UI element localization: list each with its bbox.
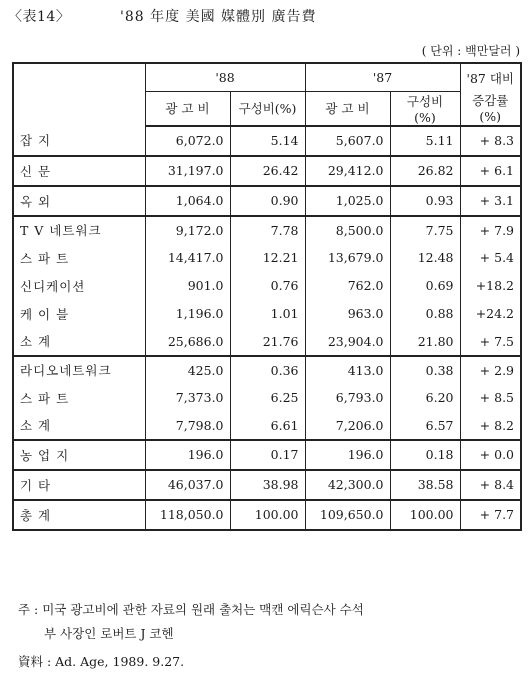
ad-cost-88: 9,172.0 — [145, 216, 230, 244]
ad-spend-table — [12, 62, 522, 531]
ad-cost-88: 7,798.0 — [145, 412, 230, 440]
ad-cost-87: 6,793.0 — [305, 384, 390, 412]
table-body — [13, 126, 521, 530]
table-row — [13, 500, 521, 530]
table-row — [13, 216, 521, 244]
row-label: 기 타 — [13, 470, 145, 500]
table-row — [13, 272, 521, 300]
ratio-87: 6.20 — [390, 384, 460, 412]
table-title: '88 年度 美國 媒體別 廣告費 — [120, 9, 317, 25]
ad-cost-87: 5,607.0 — [305, 126, 390, 156]
ad-cost-88: 425.0 — [145, 356, 230, 384]
ad-cost-87: 196.0 — [305, 440, 390, 470]
header-change: 증감률(%) — [460, 91, 521, 126]
row-label: 잡 지 — [13, 126, 145, 156]
header-year-87: '87 — [305, 63, 460, 91]
change-rate: + 7.9 — [460, 216, 521, 244]
ad-cost-87: 13,679.0 — [305, 244, 390, 272]
ad-cost-88: 1,196.0 — [145, 300, 230, 328]
change-rate: + 0.0 — [460, 440, 521, 470]
ratio-88: 7.78 — [230, 216, 305, 244]
table-row — [13, 328, 521, 356]
ad-cost-88: 14,417.0 — [145, 244, 230, 272]
ad-cost-88: 31,197.0 — [145, 156, 230, 186]
ratio-87: 5.11 — [390, 126, 460, 156]
table-row — [13, 186, 521, 216]
header-ad-cost-87: 광 고 비 — [305, 91, 390, 126]
header-change-top: '87 대비 — [460, 63, 521, 91]
change-rate: + 5.4 — [460, 244, 521, 272]
row-label: 총 계 — [13, 500, 145, 530]
ratio-88: 6.25 — [230, 384, 305, 412]
change-rate: + 8.3 — [460, 126, 521, 156]
row-label: 신 문 — [13, 156, 145, 186]
header-ad-cost-88: 광 고 비 — [145, 91, 230, 126]
header-ratio-87: 구성비(%) — [390, 91, 460, 126]
row-label: 케 이 블 — [13, 300, 145, 328]
table-row — [13, 244, 521, 272]
table-row — [13, 300, 521, 328]
ratio-87: 0.88 — [390, 300, 460, 328]
table-row — [13, 126, 521, 156]
ratio-87: 0.69 — [390, 272, 460, 300]
row-label: 옥 외 — [13, 186, 145, 216]
row-label: T V 네트워크 — [13, 216, 145, 244]
table-row — [13, 470, 521, 500]
change-rate: + 6.1 — [460, 156, 521, 186]
ratio-87: 21.80 — [390, 328, 460, 356]
ad-cost-87: 1,025.0 — [305, 186, 390, 216]
change-rate: + 8.4 — [460, 470, 521, 500]
change-rate: + 2.9 — [460, 356, 521, 384]
footnote-line-2: 부 사장인 로버트 J 코헨 — [44, 626, 174, 641]
change-rate: + 7.7 — [460, 500, 521, 530]
unit-note: ( 단위 : 백만달러 ) — [421, 44, 520, 58]
ratio-87: 100.00 — [390, 500, 460, 530]
ad-cost-88: 118,050.0 — [145, 500, 230, 530]
footnote-line-1: 주 : 미국 광고비에 관한 자료의 원래 출처는 맥캔 에릭슨사 수석 — [18, 602, 364, 617]
change-rate: + 7.5 — [460, 328, 521, 356]
ratio-88: 6.61 — [230, 412, 305, 440]
ratio-88: 0.76 — [230, 272, 305, 300]
header-blank — [13, 63, 145, 126]
table-row — [13, 356, 521, 384]
ratio-88: 0.36 — [230, 356, 305, 384]
ratio-88: 26.42 — [230, 156, 305, 186]
ratio-88: 100.00 — [230, 500, 305, 530]
ad-cost-87: 963.0 — [305, 300, 390, 328]
ad-cost-88: 6,072.0 — [145, 126, 230, 156]
ratio-88: 0.17 — [230, 440, 305, 470]
source-note: 資料 : Ad. Age, 1989. 9.27. — [18, 654, 185, 669]
ad-cost-87: 762.0 — [305, 272, 390, 300]
change-rate: + 8.5 — [460, 384, 521, 412]
header-year-88: '88 — [145, 63, 305, 91]
ad-cost-88: 7,373.0 — [145, 384, 230, 412]
ratio-87: 0.18 — [390, 440, 460, 470]
header-ratio-88: 구성비(%) — [230, 91, 305, 126]
ratio-88: 21.76 — [230, 328, 305, 356]
ratio-87: 0.38 — [390, 356, 460, 384]
ratio-88: 0.90 — [230, 186, 305, 216]
ratio-87: 7.75 — [390, 216, 460, 244]
ratio-88: 1.01 — [230, 300, 305, 328]
row-label: 소 계 — [13, 328, 145, 356]
ad-cost-88: 901.0 — [145, 272, 230, 300]
ad-cost-87: 8,500.0 — [305, 216, 390, 244]
ratio-88: 5.14 — [230, 126, 305, 156]
ad-cost-87: 7,206.0 — [305, 412, 390, 440]
row-label: 신디케이션 — [13, 272, 145, 300]
change-rate: +24.2 — [460, 300, 521, 328]
row-label: 스 파 트 — [13, 384, 145, 412]
row-label: 스 파 트 — [13, 244, 145, 272]
ratio-88: 38.98 — [230, 470, 305, 500]
ratio-87: 6.57 — [390, 412, 460, 440]
table-row — [13, 440, 521, 470]
table-caption: 〈表14〉 — [8, 9, 71, 25]
table-row — [13, 412, 521, 440]
change-rate: + 8.2 — [460, 412, 521, 440]
change-rate: + 3.1 — [460, 186, 521, 216]
ad-cost-88: 25,686.0 — [145, 328, 230, 356]
ad-cost-87: 23,904.0 — [305, 328, 390, 356]
ad-cost-87: 29,412.0 — [305, 156, 390, 186]
ad-cost-88: 196.0 — [145, 440, 230, 470]
row-label: 농 업 지 — [13, 440, 145, 470]
ratio-87: 26.82 — [390, 156, 460, 186]
ad-cost-87: 109,650.0 — [305, 500, 390, 530]
ad-cost-87: 413.0 — [305, 356, 390, 384]
row-label: 소 계 — [13, 412, 145, 440]
ratio-87: 12.48 — [390, 244, 460, 272]
ad-cost-87: 42,300.0 — [305, 470, 390, 500]
change-rate: +18.2 — [460, 272, 521, 300]
ratio-87: 0.93 — [390, 186, 460, 216]
ratio-87: 38.58 — [390, 470, 460, 500]
table-row — [13, 156, 521, 186]
table-row — [13, 384, 521, 412]
ad-cost-88: 46,037.0 — [145, 470, 230, 500]
ad-cost-88: 1,064.0 — [145, 186, 230, 216]
ratio-88: 12.21 — [230, 244, 305, 272]
row-label: 라디오네트워크 — [13, 356, 145, 384]
